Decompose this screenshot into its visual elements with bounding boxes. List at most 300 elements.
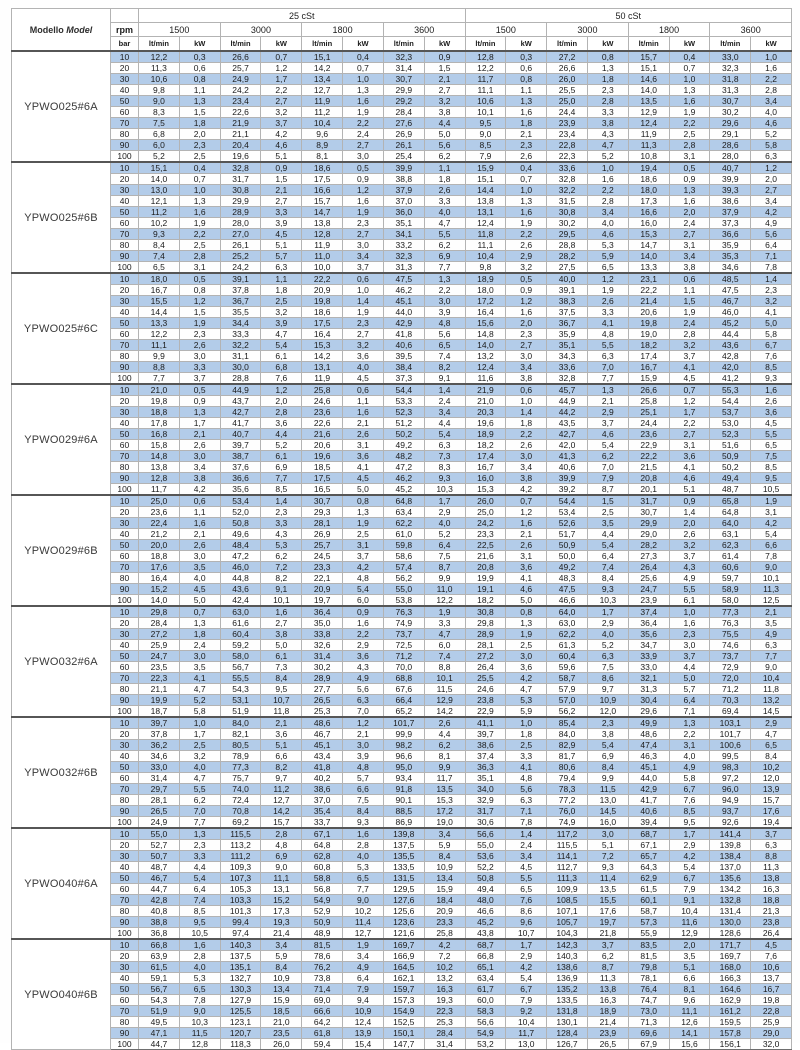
data-value: 137,0 bbox=[710, 862, 751, 873]
table-row bbox=[12, 473, 792, 484]
data-value: 10,8 bbox=[628, 151, 669, 163]
data-value: 1,9 bbox=[669, 107, 710, 118]
data-value: 21,5 bbox=[628, 462, 669, 473]
unit-header-flow: lt/min bbox=[628, 37, 669, 52]
data-value: 1,5 bbox=[179, 307, 220, 318]
data-value: 10,2 bbox=[139, 218, 180, 229]
data-value: 35,4 bbox=[302, 806, 343, 817]
data-value: 0,7 bbox=[179, 174, 220, 185]
data-value: 93,4 bbox=[383, 773, 424, 784]
data-value: 9,3 bbox=[587, 584, 628, 595]
data-value: 2,0 bbox=[506, 318, 547, 329]
data-value: 1,6 bbox=[587, 174, 628, 185]
data-value: 78,1 bbox=[628, 973, 669, 984]
data-value: 3,7 bbox=[669, 651, 710, 662]
data-value: 85,4 bbox=[547, 717, 588, 729]
data-value: 12,7 bbox=[343, 928, 384, 940]
data-value: 39,4 bbox=[628, 817, 669, 829]
data-value: 60,0 bbox=[465, 995, 506, 1006]
data-value: 166,3 bbox=[710, 973, 751, 984]
data-value: 58,3 bbox=[465, 1006, 506, 1017]
bar-value: 90 bbox=[111, 473, 139, 484]
data-value: 4,6 bbox=[261, 140, 302, 151]
data-value: 19,4 bbox=[751, 817, 792, 829]
data-value: 37,3 bbox=[383, 373, 424, 385]
data-value: 3,7 bbox=[587, 939, 628, 951]
data-value: 35,1 bbox=[547, 340, 588, 351]
viscosity-header-25cst: 25 cSt bbox=[139, 9, 466, 23]
table-row bbox=[12, 307, 792, 318]
data-value: 7,5 bbox=[751, 451, 792, 462]
data-value: 3,8 bbox=[506, 373, 547, 385]
data-value: 67,6 bbox=[383, 684, 424, 695]
data-value: 3,0 bbox=[179, 351, 220, 362]
bar-value: 100 bbox=[111, 262, 139, 274]
data-value: 11,1 bbox=[465, 85, 506, 96]
data-value: 58,0 bbox=[220, 651, 261, 662]
data-value: 17,3 bbox=[261, 906, 302, 917]
data-value: 2,9 bbox=[506, 951, 547, 962]
data-value: 6,2 bbox=[424, 151, 465, 163]
data-value: 80,5 bbox=[220, 740, 261, 751]
table-row bbox=[12, 129, 792, 140]
data-value: 1,0 bbox=[751, 51, 792, 63]
data-value: 53,8 bbox=[383, 595, 424, 607]
data-value: 156,1 bbox=[710, 1039, 751, 1050]
data-value: 9,3 bbox=[424, 473, 465, 484]
data-value: 19,3 bbox=[424, 995, 465, 1006]
bar-value: 20 bbox=[111, 174, 139, 185]
data-value: 13,2 bbox=[424, 973, 465, 984]
bar-value: 10 bbox=[111, 828, 139, 840]
data-value: 1,1 bbox=[261, 273, 302, 285]
data-value: 5,6 bbox=[506, 784, 547, 795]
data-value: 29,8 bbox=[139, 606, 180, 618]
data-value: 2,6 bbox=[669, 529, 710, 540]
data-value: 2,5 bbox=[343, 529, 384, 540]
data-value: 4,5 bbox=[179, 584, 220, 595]
data-value: 2,7 bbox=[669, 429, 710, 440]
data-value: 44,9 bbox=[220, 384, 261, 396]
data-value: 1,3 bbox=[343, 507, 384, 518]
data-value: 2,0 bbox=[669, 207, 710, 218]
bar-value: 40 bbox=[111, 973, 139, 984]
data-value: 8,7 bbox=[587, 484, 628, 496]
data-value: 11,6 bbox=[465, 373, 506, 385]
data-value: 1,8 bbox=[506, 729, 547, 740]
data-value: 49,2 bbox=[547, 562, 588, 573]
data-value: 30,0 bbox=[220, 362, 261, 373]
data-value: 58,7 bbox=[628, 906, 669, 917]
data-value: 22,3 bbox=[424, 1006, 465, 1017]
data-value: 3,7 bbox=[343, 551, 384, 562]
bar-value: 60 bbox=[111, 218, 139, 229]
data-value: 59,7 bbox=[710, 573, 751, 584]
data-value: 3,6 bbox=[343, 351, 384, 362]
data-value: 0,7 bbox=[669, 63, 710, 74]
data-value: 31,3 bbox=[628, 684, 669, 695]
data-value: 15,7 bbox=[261, 817, 302, 829]
data-value: 0,6 bbox=[669, 273, 710, 285]
data-value: 1,4 bbox=[424, 384, 465, 396]
data-value: 101,3 bbox=[220, 906, 261, 917]
data-value: 43,8 bbox=[465, 928, 506, 940]
data-value: 1,6 bbox=[343, 828, 384, 840]
data-value: 47,2 bbox=[220, 551, 261, 562]
data-value: 14,7 bbox=[628, 240, 669, 251]
data-value: 23,3 bbox=[424, 917, 465, 928]
data-value: 64,8 bbox=[302, 840, 343, 851]
data-value: 3,8 bbox=[587, 729, 628, 740]
data-value: 56,7 bbox=[139, 984, 180, 995]
data-value: 65,7 bbox=[628, 851, 669, 862]
data-value: 9,4 bbox=[343, 995, 384, 1006]
data-value: 34,1 bbox=[383, 229, 424, 240]
data-value: 15,7 bbox=[751, 795, 792, 806]
data-value: 3,1 bbox=[343, 540, 384, 551]
data-value: 22,9 bbox=[628, 440, 669, 451]
data-value: 28,0 bbox=[710, 151, 751, 163]
data-value: 58,6 bbox=[383, 551, 424, 562]
data-value: 42,9 bbox=[628, 784, 669, 795]
data-value: 3,3 bbox=[587, 107, 628, 118]
data-value: 9,8 bbox=[139, 85, 180, 96]
data-value: 9,0 bbox=[343, 895, 384, 906]
data-value: 38,4 bbox=[383, 362, 424, 373]
data-value: 23,6 bbox=[302, 407, 343, 418]
data-value: 3,6 bbox=[669, 451, 710, 462]
table-row bbox=[12, 384, 792, 396]
data-value: 45,7 bbox=[547, 384, 588, 396]
data-value: 1,5 bbox=[179, 107, 220, 118]
data-value: 13,8 bbox=[587, 984, 628, 995]
data-value: 52,0 bbox=[220, 507, 261, 518]
data-value: 13,7 bbox=[751, 973, 792, 984]
data-value: 39,3 bbox=[710, 185, 751, 196]
data-value: 99,9 bbox=[383, 729, 424, 740]
data-value: 82,1 bbox=[220, 729, 261, 740]
data-value: 6,0 bbox=[343, 595, 384, 607]
data-value: 26,5 bbox=[302, 695, 343, 706]
data-value: 13,4 bbox=[302, 74, 343, 85]
data-value: 2,4 bbox=[669, 318, 710, 329]
data-value: 47,5 bbox=[710, 285, 751, 296]
data-value: 2,5 bbox=[179, 740, 220, 751]
data-value: 1,1 bbox=[179, 507, 220, 518]
data-value: 35,0 bbox=[302, 618, 343, 629]
data-value: 15,1 bbox=[465, 174, 506, 185]
bar-value: 40 bbox=[111, 862, 139, 873]
data-value: 0,4 bbox=[343, 51, 384, 63]
data-value: 14,0 bbox=[628, 85, 669, 96]
unit-header-power: kW bbox=[506, 37, 547, 52]
data-value: 5,5 bbox=[424, 229, 465, 240]
data-value: 11,7 bbox=[506, 1028, 547, 1039]
data-value: 2,2 bbox=[506, 229, 547, 240]
data-value: 48,2 bbox=[383, 451, 424, 462]
data-value: 48,5 bbox=[710, 273, 751, 285]
data-value: 10,1 bbox=[751, 573, 792, 584]
data-value: 62,2 bbox=[547, 629, 588, 640]
data-value: 1,3 bbox=[179, 828, 220, 840]
data-value: 4,6 bbox=[587, 429, 628, 440]
data-value: 1,2 bbox=[343, 717, 384, 729]
data-value: 0,8 bbox=[506, 74, 547, 85]
data-value: 37,0 bbox=[383, 196, 424, 207]
data-value: 101,7 bbox=[383, 717, 424, 729]
bar-value: 40 bbox=[111, 640, 139, 651]
data-value: 46,7 bbox=[139, 873, 180, 884]
data-value: 1,6 bbox=[261, 606, 302, 618]
data-value: 61,7 bbox=[465, 984, 506, 995]
data-value: 6,3 bbox=[587, 351, 628, 362]
data-value: 63,4 bbox=[465, 973, 506, 984]
data-value: 1,7 bbox=[669, 407, 710, 418]
data-value: 29,0 bbox=[751, 1028, 792, 1039]
data-value: 135,1 bbox=[220, 962, 261, 973]
data-value: 115,5 bbox=[220, 828, 261, 840]
data-value: 12,1 bbox=[139, 196, 180, 207]
data-value: 5,1 bbox=[669, 962, 710, 973]
data-value: 2,2 bbox=[751, 74, 792, 85]
data-value: 5,3 bbox=[179, 973, 220, 984]
data-value: 5,1 bbox=[669, 484, 710, 496]
data-value: 10,9 bbox=[424, 862, 465, 873]
data-value: 12,9 bbox=[669, 928, 710, 940]
data-value: 26,4 bbox=[628, 562, 669, 573]
data-value: 20,6 bbox=[302, 440, 343, 451]
data-value: 51,9 bbox=[139, 1006, 180, 1017]
data-value: 52,6 bbox=[547, 518, 588, 529]
data-value: 7,6 bbox=[506, 895, 547, 906]
data-value: 82,9 bbox=[547, 740, 588, 751]
data-value: 157,3 bbox=[383, 995, 424, 1006]
data-value: 29,2 bbox=[383, 96, 424, 107]
data-value: 9,9 bbox=[587, 773, 628, 784]
data-value: 42,8 bbox=[139, 895, 180, 906]
data-value: 60,6 bbox=[710, 562, 751, 573]
data-value: 9,2 bbox=[506, 1006, 547, 1017]
data-value: 10,5 bbox=[751, 484, 792, 496]
data-value: 13,5 bbox=[424, 784, 465, 795]
data-value: 100,6 bbox=[710, 740, 751, 751]
data-value: 3,4 bbox=[669, 251, 710, 262]
data-value: 2,6 bbox=[751, 396, 792, 407]
data-value: 0,7 bbox=[506, 495, 547, 507]
model-name: YPWO025#6C bbox=[12, 273, 111, 384]
data-value: 76,3 bbox=[383, 606, 424, 618]
data-value: 11,5 bbox=[179, 1028, 220, 1039]
data-value: 62,3 bbox=[710, 540, 751, 551]
data-value: 63,1 bbox=[710, 529, 751, 540]
data-value: 30,7 bbox=[628, 507, 669, 518]
data-value: 5,1 bbox=[261, 151, 302, 163]
data-value: 12,2 bbox=[139, 51, 180, 63]
data-value: 133,5 bbox=[383, 862, 424, 873]
data-value: 17,5 bbox=[302, 174, 343, 185]
data-value: 4,9 bbox=[343, 673, 384, 684]
data-value: 14,0 bbox=[465, 340, 506, 351]
data-value: 7,4 bbox=[139, 251, 180, 262]
data-value: 1,2 bbox=[506, 296, 547, 307]
data-value: 30,4 bbox=[628, 695, 669, 706]
table-row bbox=[12, 429, 792, 440]
data-value: 8,6 bbox=[587, 673, 628, 684]
speed-header-50-1500: 1500 bbox=[465, 23, 547, 37]
data-value: 7,4 bbox=[424, 651, 465, 662]
data-value: 31,4 bbox=[139, 773, 180, 784]
data-value: 25,8 bbox=[424, 928, 465, 940]
data-value: 34,7 bbox=[628, 640, 669, 651]
data-value: 23,3 bbox=[302, 562, 343, 573]
data-value: 9,7 bbox=[261, 773, 302, 784]
data-value: 161,2 bbox=[710, 1006, 751, 1017]
data-value: 4,8 bbox=[424, 318, 465, 329]
data-value: 20,8 bbox=[465, 562, 506, 573]
data-value: 3,0 bbox=[179, 551, 220, 562]
data-value: 6,9 bbox=[261, 462, 302, 473]
bar-value: 20 bbox=[111, 951, 139, 962]
bar-value: 50 bbox=[111, 651, 139, 662]
model-group bbox=[12, 606, 792, 717]
data-value: 38,6 bbox=[302, 784, 343, 795]
data-value: 60,4 bbox=[220, 629, 261, 640]
data-value: 41,8 bbox=[302, 762, 343, 773]
data-value: 2,3 bbox=[669, 629, 710, 640]
data-value: 69,0 bbox=[302, 995, 343, 1006]
data-value: 32,9 bbox=[465, 795, 506, 806]
speed-header-25-1500: 1500 bbox=[139, 23, 221, 37]
data-value: 2,4 bbox=[424, 396, 465, 407]
data-value: 3,6 bbox=[261, 729, 302, 740]
data-value: 75,5 bbox=[710, 629, 751, 640]
data-value: 3,0 bbox=[343, 151, 384, 163]
data-value: 45,1 bbox=[302, 740, 343, 751]
data-value: 10,4 bbox=[751, 673, 792, 684]
data-value: 12,0 bbox=[587, 706, 628, 718]
data-value: 98,2 bbox=[383, 740, 424, 751]
data-value: 1,0 bbox=[343, 285, 384, 296]
data-value: 4,3 bbox=[669, 562, 710, 573]
data-value: 73,7 bbox=[383, 629, 424, 640]
data-value: 61,3 bbox=[547, 640, 588, 651]
data-value: 30,2 bbox=[547, 218, 588, 229]
data-value: 5,4 bbox=[506, 973, 547, 984]
data-value: 1,2 bbox=[261, 384, 302, 396]
data-value: 6,5 bbox=[343, 873, 384, 884]
data-value: 2,8 bbox=[587, 96, 628, 107]
data-value: 5,3 bbox=[506, 695, 547, 706]
bar-value: 60 bbox=[111, 773, 139, 784]
data-value: 1,0 bbox=[669, 606, 710, 618]
table-row bbox=[12, 462, 792, 473]
data-value: 19,3 bbox=[261, 917, 302, 928]
data-value: 50,8 bbox=[220, 518, 261, 529]
data-value: 6,4 bbox=[751, 240, 792, 251]
data-value: 8,5 bbox=[751, 462, 792, 473]
data-value: 130,3 bbox=[220, 984, 261, 995]
data-value: 79,4 bbox=[547, 773, 588, 784]
bar-value: 90 bbox=[111, 1028, 139, 1039]
data-value: 6,0 bbox=[424, 640, 465, 651]
data-value: 1,2 bbox=[506, 507, 547, 518]
rpm-label: rpm bbox=[111, 23, 139, 37]
data-value: 125,6 bbox=[383, 906, 424, 917]
table-row bbox=[12, 595, 792, 607]
data-value: 162,1 bbox=[383, 973, 424, 984]
data-value: 13,3 bbox=[628, 262, 669, 274]
data-value: 96,6 bbox=[383, 751, 424, 762]
data-value: 6,2 bbox=[424, 240, 465, 251]
data-value: 6,2 bbox=[587, 451, 628, 462]
data-value: 107,1 bbox=[547, 906, 588, 917]
data-value: 1,2 bbox=[261, 63, 302, 74]
data-value: 1,7 bbox=[179, 418, 220, 429]
data-value: 3,0 bbox=[506, 351, 547, 362]
data-value: 6,3 bbox=[751, 151, 792, 163]
data-value: 11,7 bbox=[424, 773, 465, 784]
bar-value: 70 bbox=[111, 340, 139, 351]
table-row bbox=[12, 107, 792, 118]
bar-value: 80 bbox=[111, 795, 139, 806]
bar-value: 50 bbox=[111, 762, 139, 773]
data-value: 29,1 bbox=[710, 129, 751, 140]
data-value: 4,0 bbox=[587, 218, 628, 229]
data-value: 59,2 bbox=[220, 640, 261, 651]
data-value: 55,0 bbox=[383, 584, 424, 595]
pump-flow-table bbox=[11, 8, 792, 1050]
data-value: 18,9 bbox=[465, 273, 506, 285]
data-value: 75,7 bbox=[220, 773, 261, 784]
data-value: 11,0 bbox=[424, 584, 465, 595]
bar-value: 80 bbox=[111, 1017, 139, 1028]
data-value: 14,1 bbox=[669, 1028, 710, 1039]
data-value: 15,6 bbox=[465, 318, 506, 329]
bar-value: 90 bbox=[111, 140, 139, 151]
data-value: 20,0 bbox=[139, 540, 180, 551]
model-name: YPWO032#6B bbox=[12, 717, 111, 828]
data-value: 2,5 bbox=[587, 507, 628, 518]
data-value: 3,4 bbox=[751, 196, 792, 207]
bar-value: 70 bbox=[111, 451, 139, 462]
data-value: 24,6 bbox=[302, 396, 343, 407]
data-value: 36,6 bbox=[710, 229, 751, 240]
data-value: 8,5 bbox=[179, 906, 220, 917]
data-value: 2,1 bbox=[343, 418, 384, 429]
data-value: 4,8 bbox=[343, 573, 384, 584]
data-value: 1,7 bbox=[424, 495, 465, 507]
data-value: 21,0 bbox=[465, 396, 506, 407]
data-value: 2,9 bbox=[751, 717, 792, 729]
data-value: 18,9 bbox=[465, 429, 506, 440]
data-value: 12,8 bbox=[465, 51, 506, 63]
bar-value: 80 bbox=[111, 573, 139, 584]
data-value: 56,7 bbox=[220, 662, 261, 673]
data-value: 2,1 bbox=[261, 717, 302, 729]
model-label-it: Modello bbox=[29, 24, 64, 35]
data-value: 19,8 bbox=[302, 296, 343, 307]
data-value: 2,2 bbox=[669, 118, 710, 129]
data-value: 9,5 bbox=[751, 473, 792, 484]
data-value: 139,8 bbox=[710, 840, 751, 851]
unit-header-power: kW bbox=[261, 37, 302, 52]
data-value: 2,7 bbox=[261, 96, 302, 107]
data-value: 164,5 bbox=[383, 962, 424, 973]
data-value: 41,7 bbox=[628, 795, 669, 806]
bar-value: 100 bbox=[111, 151, 139, 163]
data-value: 22,8 bbox=[547, 140, 588, 151]
data-value: 42,7 bbox=[220, 407, 261, 418]
